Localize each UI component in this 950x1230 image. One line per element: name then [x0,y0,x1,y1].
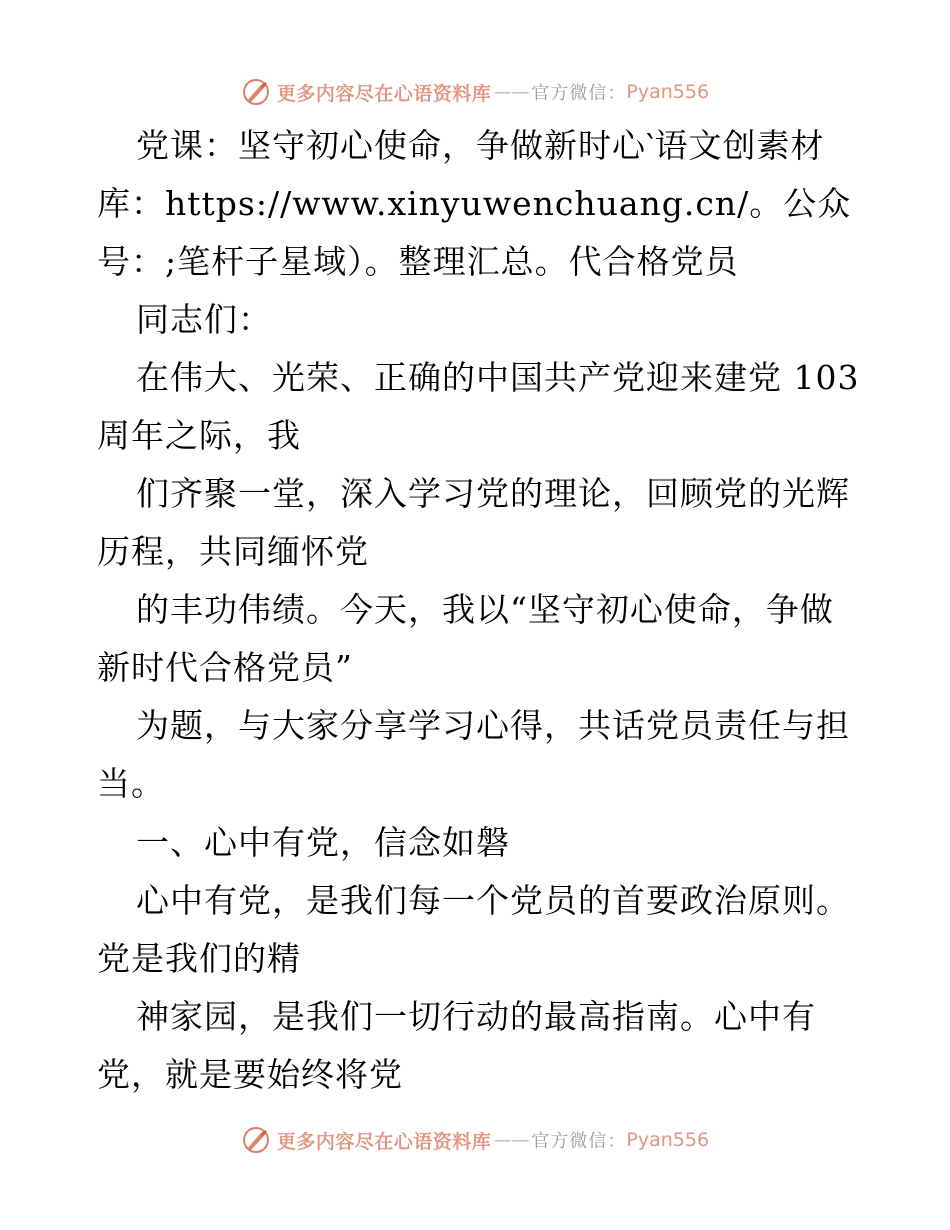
paragraph-line: 党，就是要始终将党 [97,1055,403,1094]
banner-wechat-label: 官方微信： [531,83,627,104]
paragraph-line: 周年之际，我 [97,416,301,455]
banner-text: 更多内容尽在心语资料库 [276,82,492,105]
banner-separator: —— [493,1129,530,1151]
banner-wechat-id: Pyan556 [626,1129,710,1151]
banner-text: 更多内容尽在心语资料库 [276,1130,492,1153]
title-line-3: 号：;笔杆子星域）。整理汇总。代合格党员 [97,242,739,281]
banner-wechat-id: Pyan556 [626,81,710,103]
title-line-2: 库：https://www.xinyuwenchuang.cn/。公众 [97,184,852,223]
paragraph-line: 新时代合格党员” [97,648,353,687]
paragraph-line: 的丰功伟绩。今天，我以“坚守初心使命，争做 [136,590,834,629]
title-line-1: 党课：坚守初心使命，争做新时心‵语文创素材 [136,126,825,165]
pen-logo-icon [241,77,271,107]
paragraph-line: 们齐聚一堂，深入学习党的理论，回顾党的光辉 [136,474,850,513]
banner-wechat-label: 官方微信： [531,1131,627,1152]
paragraph-line: 当。 [97,764,165,803]
paragraph-line: 神家园，是我们一切行动的最高指南。心中有 [136,997,816,1036]
header-watermark-banner [0,72,950,112]
section-heading: 一、心中有党，信念如磐 [136,823,510,862]
footer-watermark-banner [0,1120,950,1160]
paragraph-line: 为题，与大家分享学习心得，共话党员责任与担 [136,706,850,745]
salutation: 同志们： [136,300,272,339]
paragraph-line: 心中有党，是我们每一个党员的首要政治原则。 [136,881,850,920]
banner-separator: —— [493,81,530,103]
paragraph-line: 在伟大、光荣、正确的中国共产党迎来建党 103 [136,358,860,397]
paragraph-line: 历程，共同缅怀党 [97,532,369,571]
pen-logo-icon [241,1125,271,1155]
paragraph-line: 党是我们的精 [97,939,301,978]
